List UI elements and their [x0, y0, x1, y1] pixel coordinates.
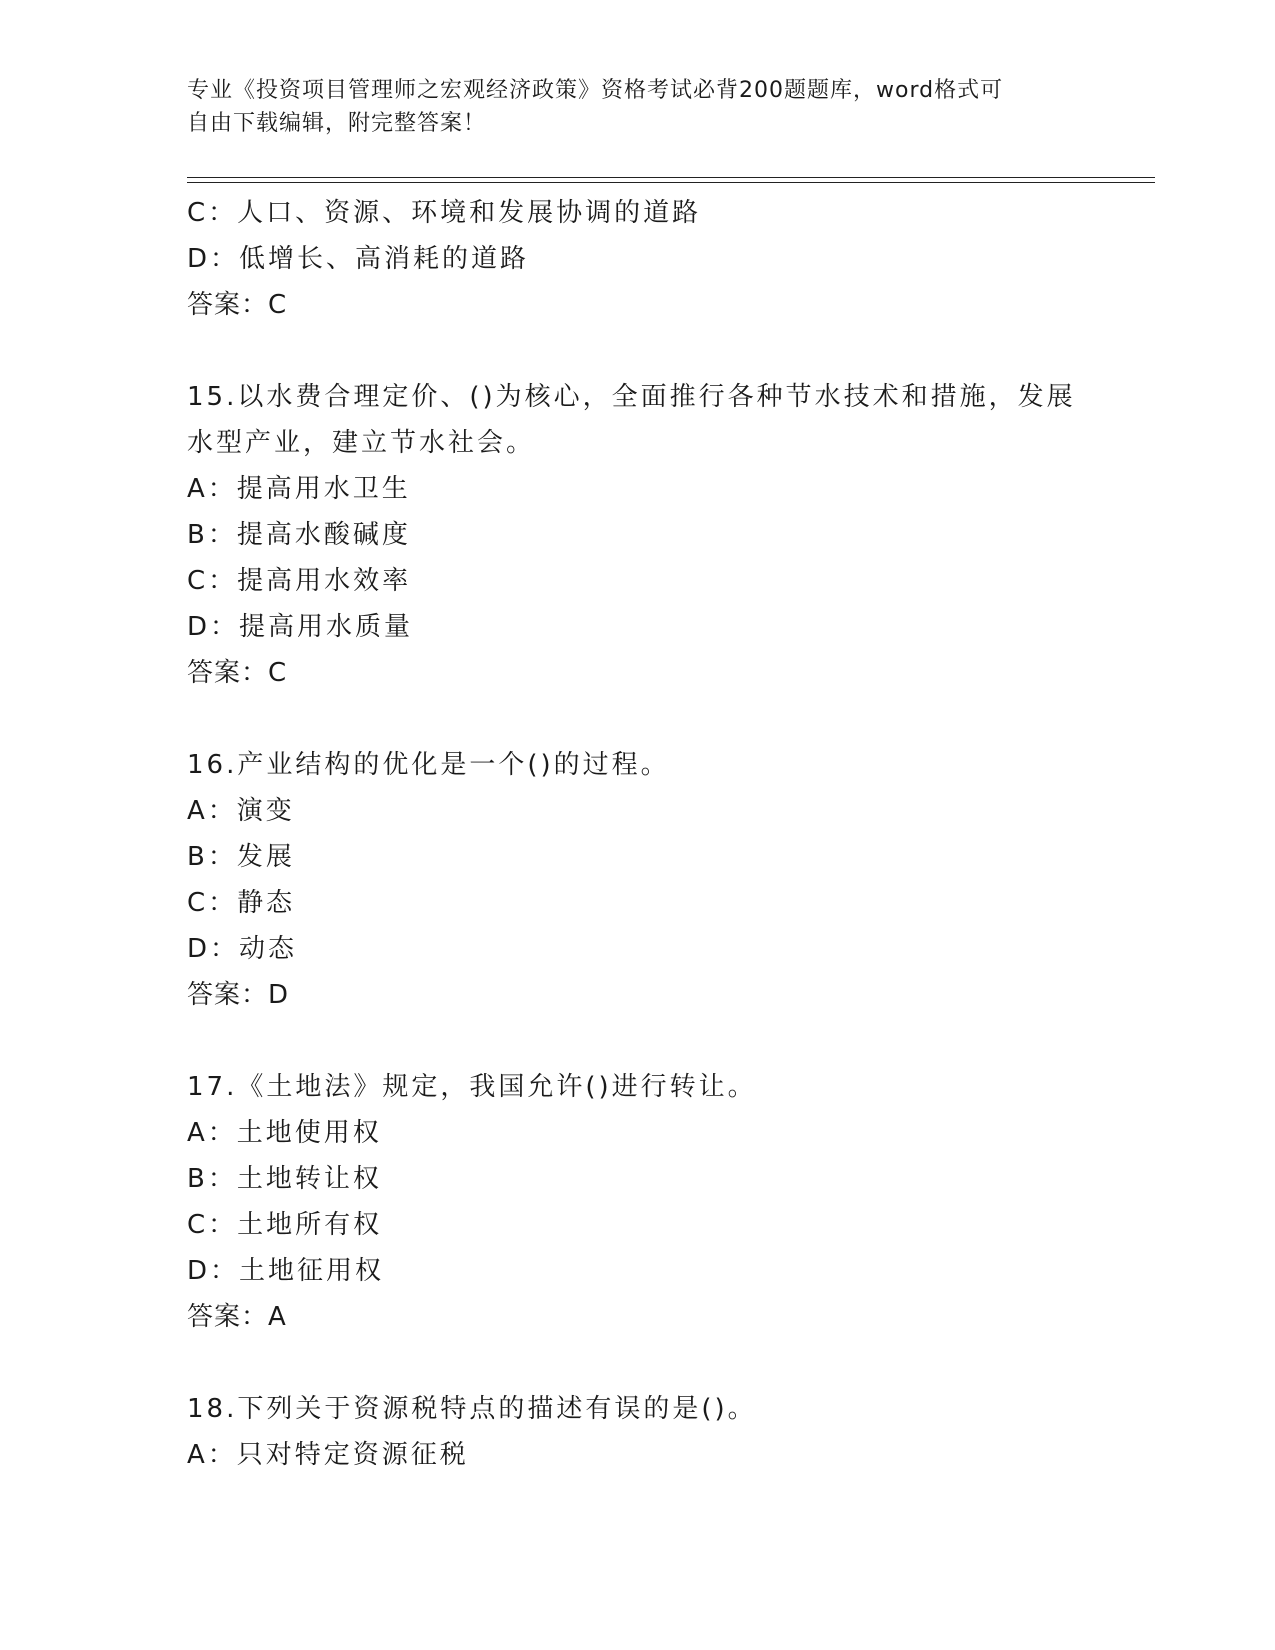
option-d: D：土地征用权 [187, 1256, 385, 1286]
option-c: C：人口、资源、环境和发展协调的道路 [187, 198, 702, 228]
option-a: A：提高用水卫生 [187, 474, 411, 504]
question-list [187, 190, 1087, 1478]
option-a: A：土地使用权 [187, 1118, 382, 1148]
header-divider-bottom [187, 182, 1155, 183]
option-b: B：发展 [187, 842, 295, 872]
document-header [187, 74, 1067, 140]
answer: 答案：C [187, 290, 288, 320]
spacer [187, 328, 1087, 374]
spacer [187, 1340, 1087, 1386]
question-stem: 16.产业结构的优化是一个()的过程。 [187, 750, 670, 780]
option-d: D：提高用水质量 [187, 612, 414, 642]
header-divider-top [187, 177, 1155, 178]
question-stem: 15.以水费合理定价、()为核心，全面推行各种节水技术和措施，发展 [187, 382, 1076, 412]
question-stem: 17.《土地法》规定，我国允许()进行转让。 [187, 1072, 757, 1102]
spacer [187, 696, 1087, 742]
option-a: A：演变 [187, 796, 295, 826]
spacer [187, 1018, 1087, 1064]
question-16 [187, 742, 1087, 1018]
question-stem: 18.下列关于资源税特点的描述有误的是()。 [187, 1394, 757, 1424]
answer: 答案：D [187, 980, 290, 1010]
option-d: D：低增长、高消耗的道路 [187, 244, 530, 274]
answer: 答案：A [187, 1302, 287, 1332]
option-c: C：土地所有权 [187, 1210, 383, 1240]
answer: 答案：C [187, 658, 288, 688]
option-d: D：动态 [187, 934, 298, 964]
question-17 [187, 1064, 1087, 1340]
question-18 [187, 1386, 1087, 1478]
question-prev [187, 190, 1087, 328]
option-c: C：提高用水效率 [187, 566, 412, 596]
question-15 [187, 374, 1087, 696]
option-b: B：提高水酸碱度 [187, 520, 411, 550]
header-line-2: 自由下载编辑，附完整答案！ [187, 111, 487, 136]
option-c: C：静态 [187, 888, 296, 918]
option-b: B：土地转让权 [187, 1164, 382, 1194]
question-stem-continued: 水型产业，建立节水社会。 [187, 428, 536, 458]
header-line-1: 专业《投资项目管理师之宏观经济政策》资格考试必背200题题库，word格式可 [187, 78, 1004, 103]
option-a: A：只对特定资源征税 [187, 1440, 469, 1470]
